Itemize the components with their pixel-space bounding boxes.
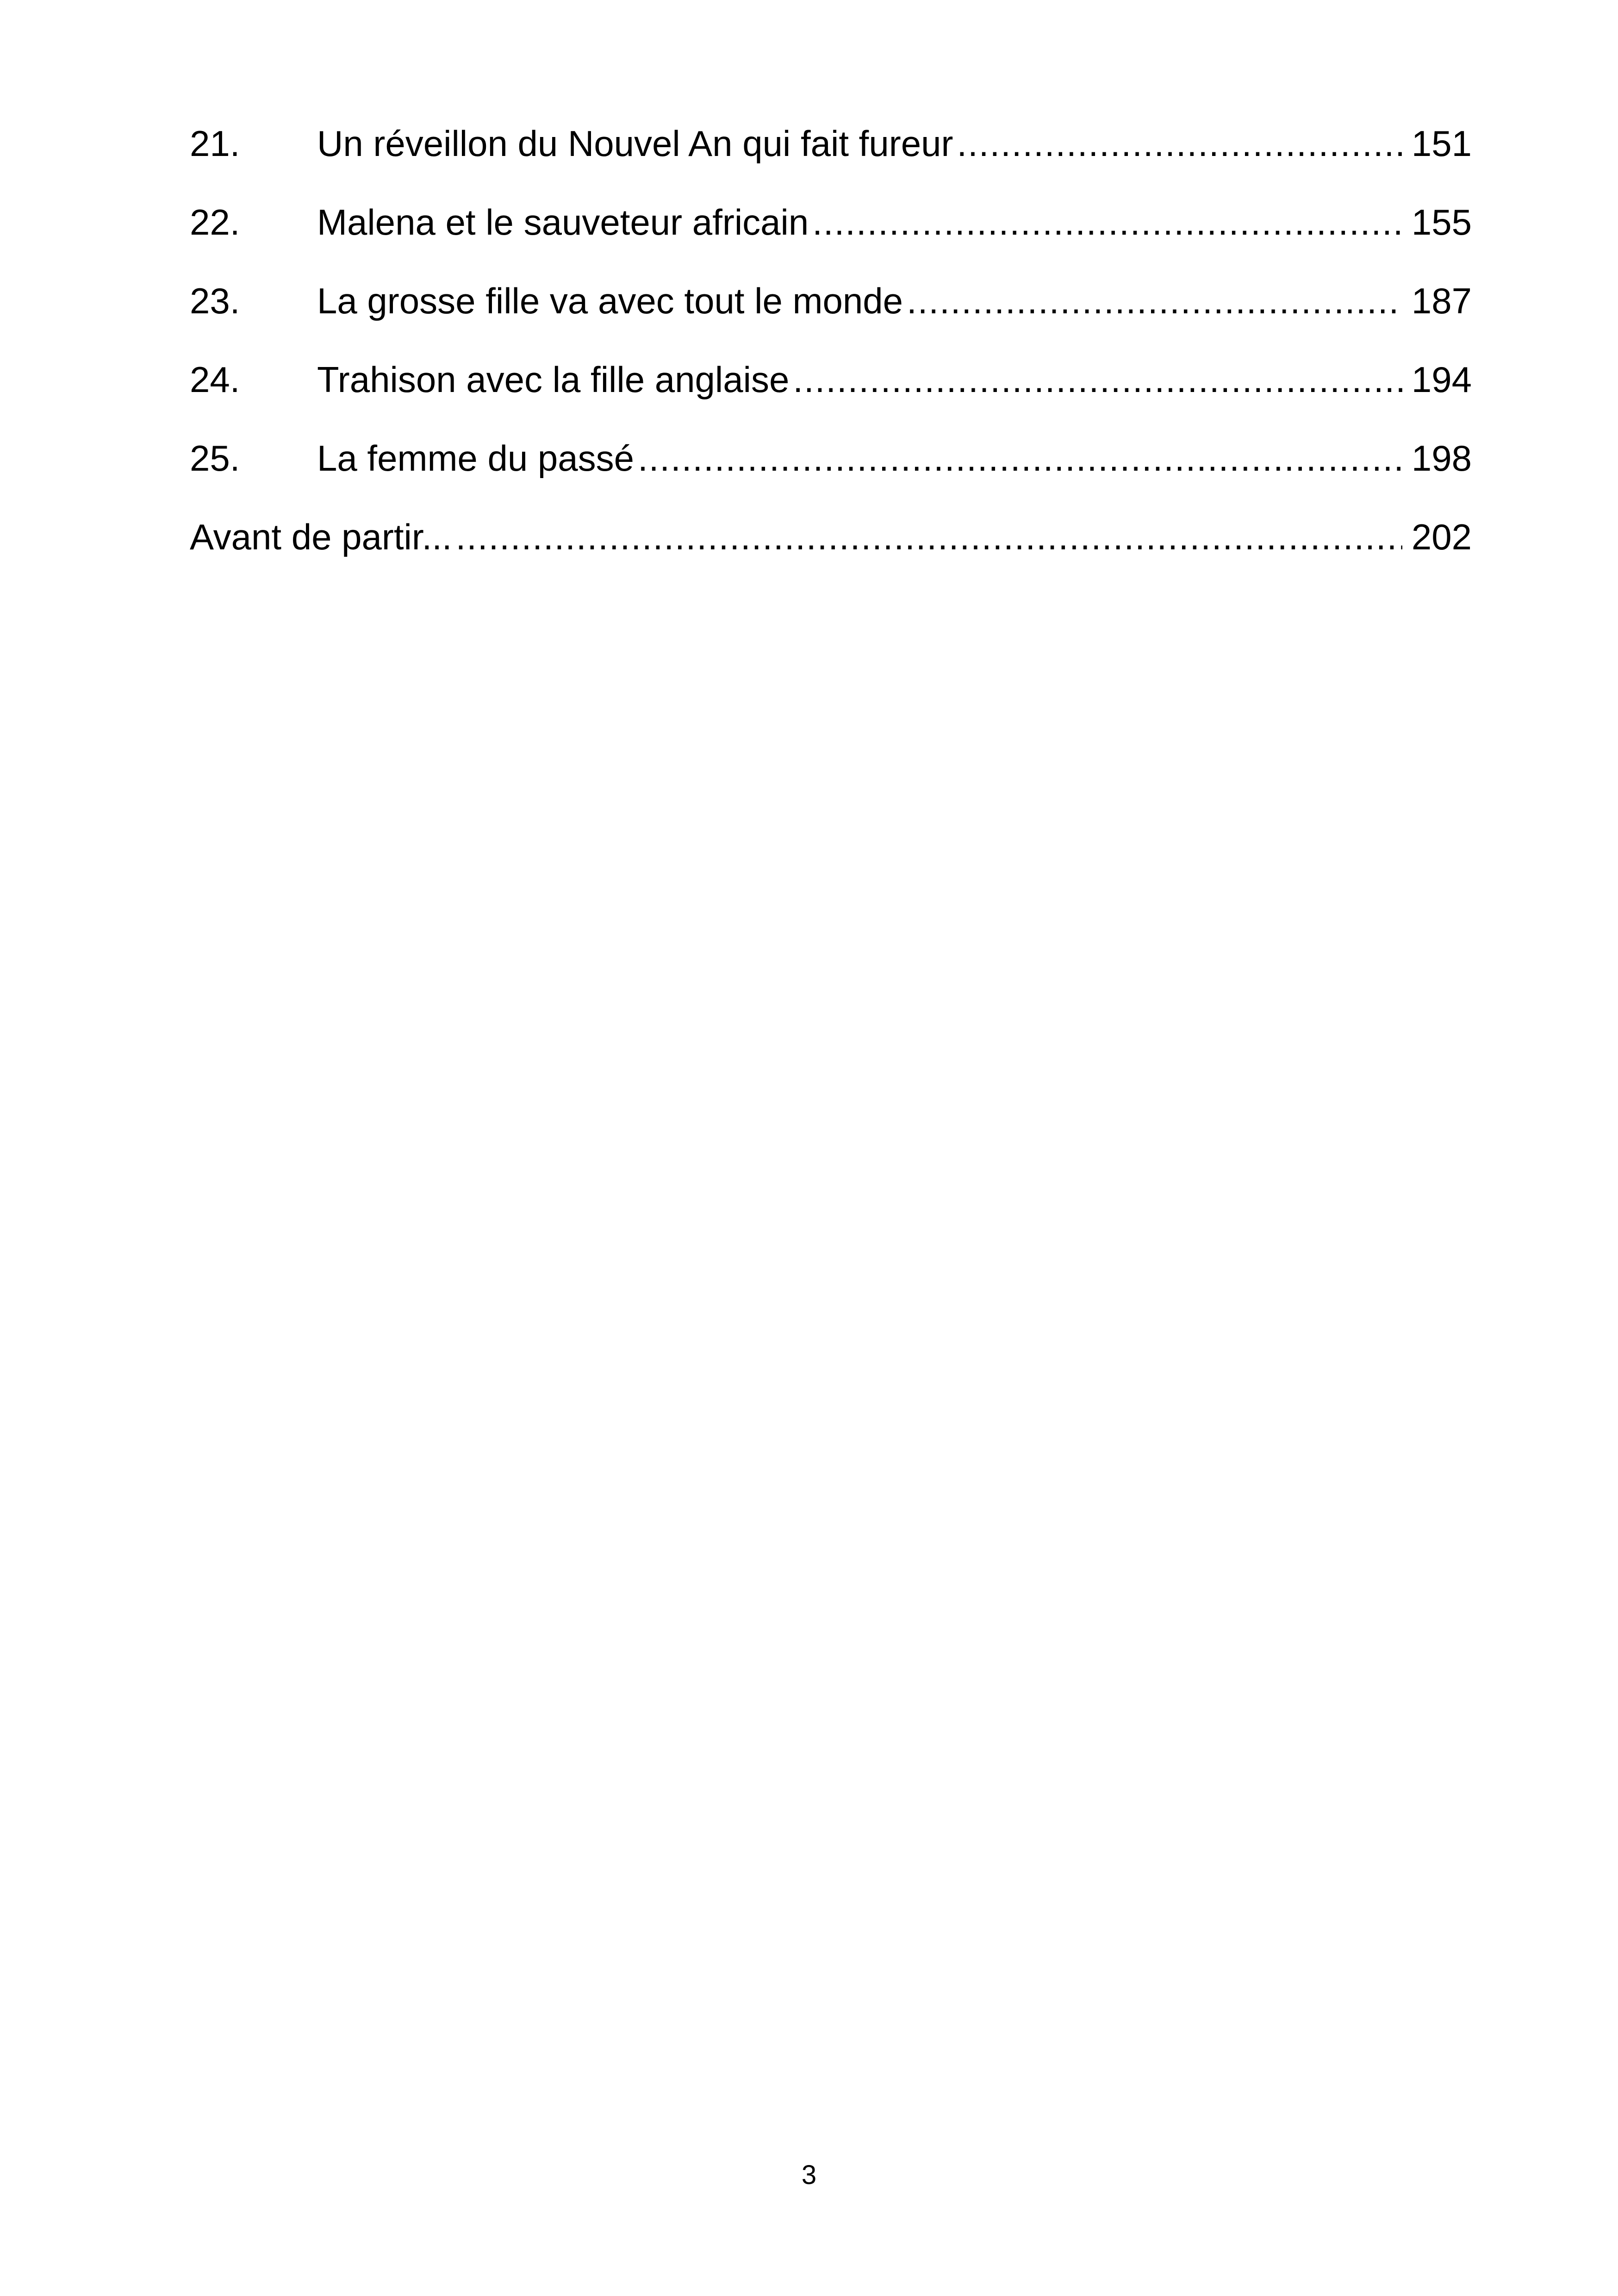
toc-dot-leader bbox=[638, 419, 1402, 498]
page-number: 3 bbox=[801, 2160, 817, 2190]
toc-entry-title: Un réveillon du Nouvel An qui fait fureur bbox=[317, 123, 953, 164]
toc-entry-title: La grosse fille va avec tout le monde bbox=[317, 280, 903, 321]
toc-entry-number: 21. bbox=[190, 123, 240, 164]
toc-entry-title: Avant de partir... bbox=[190, 516, 452, 557]
toc-entry[interactable] bbox=[190, 183, 1472, 261]
toc-entry-page: 187 bbox=[1411, 280, 1472, 321]
toc-dot-leader bbox=[793, 340, 1402, 419]
toc-entry-number: 24. bbox=[190, 359, 240, 400]
toc-entry-title: Malena et le sauveteur africain bbox=[317, 202, 809, 243]
table-of-contents bbox=[190, 104, 1472, 576]
toc-entry-page: 194 bbox=[1411, 359, 1472, 400]
toc-entry[interactable] bbox=[190, 419, 1472, 498]
toc-entry-page: 202 bbox=[1411, 516, 1472, 557]
toc-dot-leader bbox=[812, 183, 1402, 261]
toc-entry-page: 151 bbox=[1411, 123, 1472, 164]
toc-dot-leader bbox=[957, 104, 1402, 183]
toc-entry-title: Trahison avec la fille anglaise bbox=[317, 359, 790, 400]
toc-dot-leader bbox=[907, 261, 1402, 340]
toc-entry-title: La femme du passé bbox=[317, 438, 635, 479]
toc-entry-page: 198 bbox=[1411, 438, 1472, 479]
toc-entry[interactable] bbox=[190, 340, 1472, 419]
toc-dot-leader bbox=[456, 498, 1402, 576]
toc-entry-number: 22. bbox=[190, 202, 240, 243]
toc-entry[interactable] bbox=[190, 261, 1472, 340]
toc-entry-page: 155 bbox=[1411, 202, 1472, 243]
toc-entry-number: 25. bbox=[190, 438, 240, 479]
toc-entry-number: 23. bbox=[190, 280, 240, 321]
toc-final-entry[interactable] bbox=[190, 498, 1472, 576]
toc-entry[interactable] bbox=[190, 104, 1472, 183]
